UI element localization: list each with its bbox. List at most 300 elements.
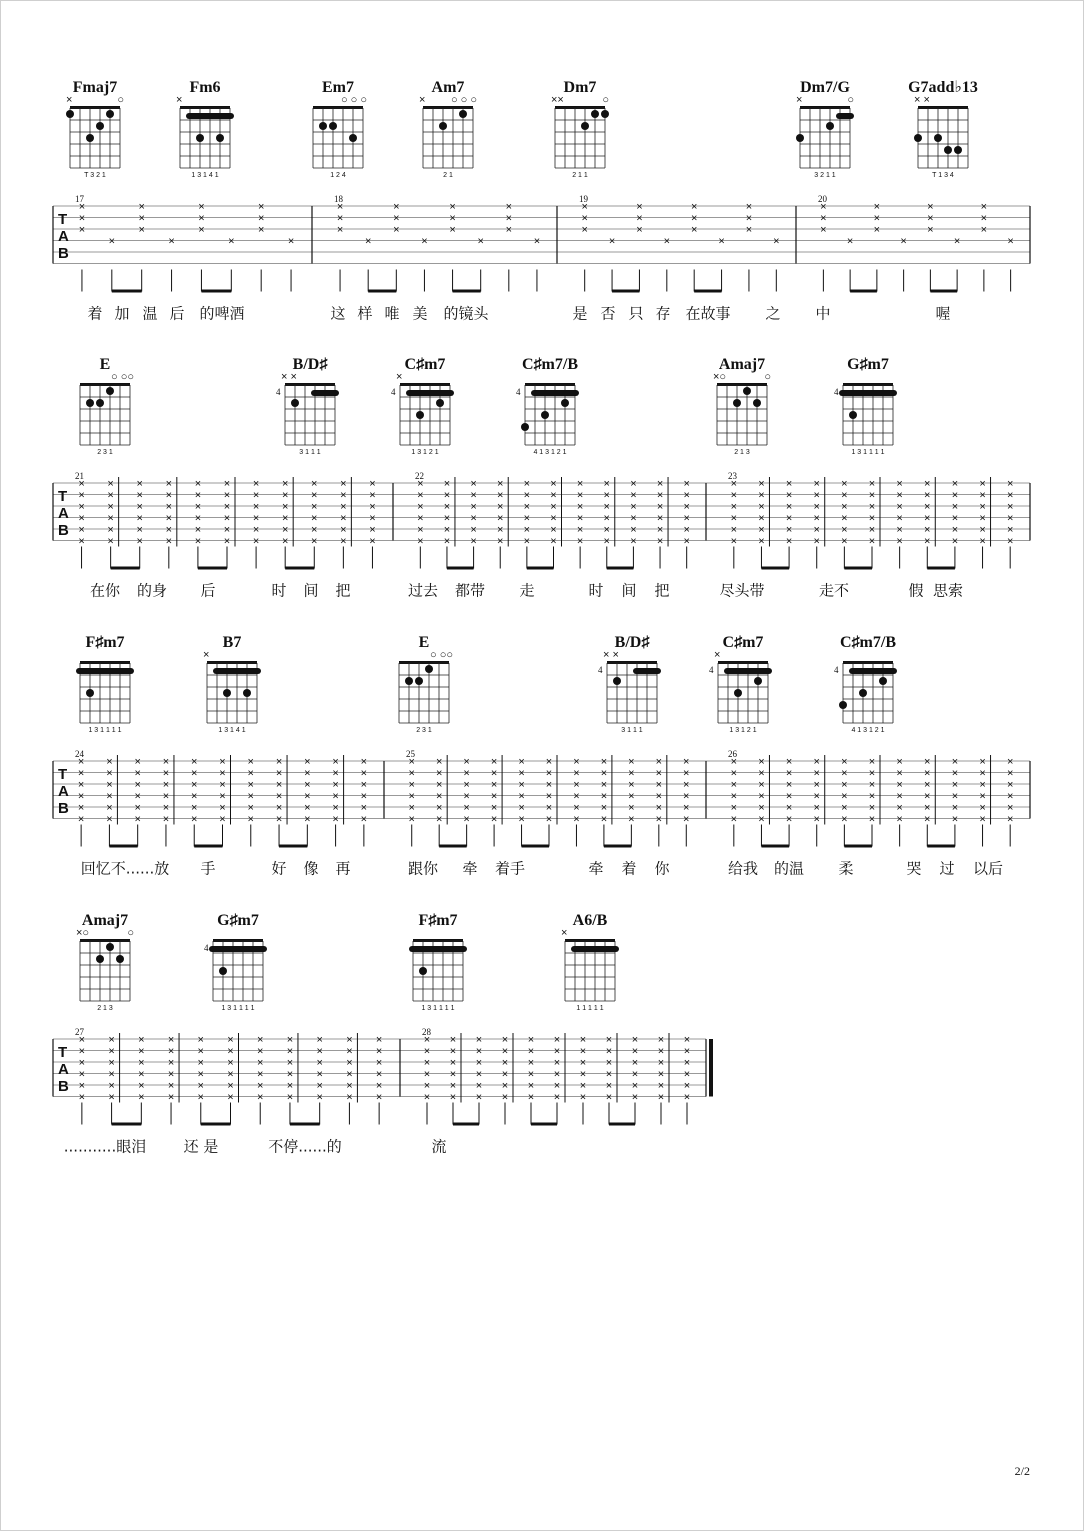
dead-note: × xyxy=(369,512,376,525)
dead-note: × xyxy=(136,512,143,525)
dead-note: × xyxy=(340,478,347,490)
dead-note: × xyxy=(745,201,753,213)
dead-note: × xyxy=(581,212,588,225)
dead-note: × xyxy=(228,235,235,248)
dead-note: × xyxy=(281,501,289,513)
nut xyxy=(70,106,120,109)
finger-dot xyxy=(86,689,94,697)
dead-note: × xyxy=(820,212,827,225)
dead-note: × xyxy=(77,813,85,826)
dead-note: × xyxy=(470,478,477,490)
dead-note: × xyxy=(346,1045,353,1058)
dead-note: × xyxy=(227,1091,234,1104)
dead-note: × xyxy=(435,767,443,780)
dead-note: × xyxy=(980,212,988,225)
dead-note: × xyxy=(108,1068,115,1081)
dead-note: × xyxy=(443,524,451,536)
dead-note: × xyxy=(951,790,959,803)
measure-number: 25 xyxy=(406,749,415,759)
dead-note: × xyxy=(683,501,690,513)
dead-note: × xyxy=(550,535,557,548)
finger-dot xyxy=(459,110,467,118)
dead-note: × xyxy=(501,1091,509,1104)
dead-note: × xyxy=(730,790,738,803)
tab-clef: T xyxy=(58,1044,68,1061)
dead-note: × xyxy=(605,1091,613,1104)
fret-position: 4 xyxy=(709,665,714,675)
lyric: 在你 xyxy=(89,581,121,600)
lyric: 牵 xyxy=(462,859,478,878)
dead-note: × xyxy=(257,1034,264,1046)
measure-number: 26 xyxy=(728,749,737,759)
beam xyxy=(761,567,789,570)
lyric: 中 xyxy=(815,304,831,323)
beam xyxy=(694,290,721,293)
finger-dot xyxy=(425,665,433,673)
dead-note: × xyxy=(475,1080,483,1092)
chord-name: Em7 xyxy=(322,79,354,96)
dead-note: × xyxy=(223,512,231,525)
dead-note: × xyxy=(162,767,170,780)
dead-note: × xyxy=(730,501,738,513)
dead-note: × xyxy=(168,235,175,248)
beam xyxy=(109,845,137,848)
dead-note: × xyxy=(896,767,903,780)
dead-note: × xyxy=(758,813,765,826)
dead-note: × xyxy=(475,1068,483,1081)
dead-note: × xyxy=(527,1034,535,1046)
dead-note: × xyxy=(417,524,424,536)
dead-note: × xyxy=(281,489,289,502)
dead-note: × xyxy=(197,1091,204,1104)
dead-note: × xyxy=(490,802,498,814)
dead-note: × xyxy=(223,524,231,536)
dead-note: × xyxy=(281,478,289,490)
dead-note: × xyxy=(841,790,848,803)
nut xyxy=(400,383,450,386)
dead-note: × xyxy=(630,478,637,490)
dead-note: × xyxy=(197,1068,204,1081)
dead-note: × xyxy=(924,790,931,803)
dead-note: × xyxy=(138,201,145,213)
nut xyxy=(718,661,768,664)
dead-note: × xyxy=(979,790,986,803)
dead-note: × xyxy=(78,489,85,502)
dead-note: × xyxy=(191,813,198,826)
dead-note: × xyxy=(545,779,553,791)
nut xyxy=(80,939,130,942)
dead-note: × xyxy=(683,1080,691,1092)
chord-name: E xyxy=(99,356,111,373)
lyric: 把 xyxy=(335,581,351,600)
dead-note: × xyxy=(490,756,498,768)
dead-note: × xyxy=(758,767,765,780)
barre xyxy=(209,946,267,952)
dead-note: × xyxy=(896,524,903,536)
dead-note: × xyxy=(136,478,143,490)
finger-numbers: 2 1 3 xyxy=(97,1005,113,1012)
dead-note: × xyxy=(219,767,226,780)
dead-note: × xyxy=(275,779,283,791)
dead-note: × xyxy=(423,1068,431,1081)
dead-note: × xyxy=(77,756,85,768)
dead-note: × xyxy=(553,1057,561,1069)
dead-note: × xyxy=(138,1068,145,1081)
dead-note: × xyxy=(785,512,793,525)
dead-note: × xyxy=(78,212,86,225)
lyric: 存 xyxy=(655,304,671,323)
dead-note: × xyxy=(470,535,477,548)
dead-note: × xyxy=(134,813,141,826)
dead-note: × xyxy=(758,802,765,814)
dead-note: × xyxy=(630,535,637,548)
measure-number: 22 xyxy=(415,471,424,481)
dead-note: × xyxy=(924,779,931,791)
dead-note: × xyxy=(360,802,368,814)
dead-note: × xyxy=(813,524,820,536)
dead-note: × xyxy=(219,756,226,768)
dead-note: × xyxy=(311,489,318,502)
dead-note: × xyxy=(605,1080,613,1092)
lyric: 以后 xyxy=(972,859,1004,878)
dead-note: × xyxy=(138,212,145,225)
dead-note: × xyxy=(1006,802,1014,814)
dead-note: × xyxy=(553,1045,561,1058)
dead-note: × xyxy=(421,235,428,248)
dead-note: × xyxy=(223,535,231,548)
finger-numbers: T 3 2 1 xyxy=(84,172,106,179)
open-strings: ○ xyxy=(602,94,609,106)
dead-note: × xyxy=(785,535,793,548)
dead-note: × xyxy=(393,224,400,236)
dead-note: × xyxy=(497,489,504,502)
dead-note: × xyxy=(979,512,986,525)
dead-note: × xyxy=(449,212,456,225)
dead-note: × xyxy=(340,524,347,536)
dead-note: × xyxy=(979,501,986,513)
lyric: 喔 xyxy=(935,304,951,323)
dead-note: × xyxy=(758,501,765,513)
lyric: 流 xyxy=(431,1137,447,1156)
dead-note: × xyxy=(550,501,557,513)
dead-note: × xyxy=(896,802,903,814)
finger-dot xyxy=(291,399,299,407)
dead-note: × xyxy=(1006,767,1014,780)
finger-numbers: 4 1 3 1 2 1 xyxy=(851,727,885,734)
chord-name: Amaj7 xyxy=(81,912,129,929)
dead-note: × xyxy=(107,512,114,525)
dead-note: × xyxy=(470,512,477,525)
dead-note: × xyxy=(758,756,765,768)
dead-note: × xyxy=(1006,790,1014,803)
dead-note: × xyxy=(979,779,986,791)
dead-note: × xyxy=(550,524,557,536)
page-number: 2/2 xyxy=(1014,1464,1030,1478)
dead-note: × xyxy=(527,1045,535,1058)
dead-note: × xyxy=(868,489,876,502)
finger-numbers: 2 1 1 xyxy=(572,172,588,179)
dead-note: × xyxy=(841,501,848,513)
dead-note: × xyxy=(550,478,557,490)
dead-note: × xyxy=(490,790,498,803)
dead-note: × xyxy=(841,524,848,536)
dead-note: × xyxy=(106,790,113,803)
tab-clef: T xyxy=(58,766,68,783)
dead-note: × xyxy=(369,524,376,536)
dead-note: × xyxy=(980,201,988,213)
beam xyxy=(112,290,142,293)
dead-note: × xyxy=(417,512,424,525)
dead-note: × xyxy=(219,813,226,826)
dead-note: × xyxy=(423,1080,431,1092)
dead-note: × xyxy=(417,489,424,502)
finger-dot xyxy=(319,122,327,130)
dead-note: × xyxy=(951,802,959,814)
dead-note: × xyxy=(194,535,202,548)
dead-note: × xyxy=(579,1045,587,1058)
dead-note: × xyxy=(730,779,738,791)
dead-note: × xyxy=(896,501,903,513)
lyric: 时 xyxy=(588,581,604,600)
dead-note: × xyxy=(501,1068,509,1081)
dead-note: × xyxy=(785,524,793,536)
dead-note: × xyxy=(286,1068,294,1081)
dead-note: × xyxy=(287,235,295,248)
dead-note: × xyxy=(813,489,820,502)
dead-note: × xyxy=(730,524,738,536)
dead-note: × xyxy=(1006,512,1014,525)
dead-note: × xyxy=(579,1068,587,1081)
lyric: 否 xyxy=(600,304,616,323)
dead-note: × xyxy=(628,767,635,780)
dead-note: × xyxy=(533,235,541,248)
dead-note: × xyxy=(134,790,141,803)
dead-note: × xyxy=(78,1045,86,1058)
dead-note: × xyxy=(579,1057,587,1069)
dead-note: × xyxy=(223,501,231,513)
dead-note: × xyxy=(167,1068,175,1081)
dead-note: × xyxy=(165,489,173,502)
lyric: 加 xyxy=(114,304,130,323)
lyric: 这 xyxy=(330,304,346,323)
lyric: 是 xyxy=(572,304,588,323)
measure-number: 28 xyxy=(422,1027,431,1037)
dead-note: × xyxy=(924,535,931,548)
dead-note: × xyxy=(316,1080,323,1092)
dead-note: × xyxy=(603,478,610,490)
open-strings: ○ xyxy=(847,94,854,106)
dead-note: × xyxy=(896,478,903,490)
dead-note: × xyxy=(316,1034,323,1046)
chord-name: C♯m7/B xyxy=(840,634,896,651)
dead-note: × xyxy=(138,1080,145,1092)
dead-note: × xyxy=(841,802,848,814)
dead-note: × xyxy=(868,802,876,814)
dead-note: × xyxy=(924,813,931,826)
lyric: 间 xyxy=(303,581,319,600)
dead-note: × xyxy=(1006,813,1014,826)
dead-note: × xyxy=(408,756,415,768)
lyric: 的镜头 xyxy=(443,304,489,323)
lyric: 的啤酒 xyxy=(199,304,245,323)
dead-note: × xyxy=(603,512,610,525)
dead-note: × xyxy=(443,512,451,525)
nut xyxy=(555,106,605,109)
dead-note: × xyxy=(346,1091,353,1104)
dead-note: × xyxy=(657,1068,665,1081)
dead-note: × xyxy=(628,813,635,826)
dead-note: × xyxy=(600,767,608,780)
dead-note: × xyxy=(417,501,424,513)
lyric: 手 xyxy=(200,859,216,878)
dead-note: × xyxy=(924,512,931,525)
dead-note: × xyxy=(162,756,170,768)
lyric: 给我 xyxy=(727,859,759,878)
dead-note: × xyxy=(252,524,260,536)
muted-strings: × × xyxy=(281,371,297,383)
lyric: 跟你 xyxy=(407,859,439,878)
dead-note: × xyxy=(106,802,113,814)
lyric: 柔 xyxy=(838,859,854,878)
chord-name: Dm7 xyxy=(563,79,597,96)
dead-note: × xyxy=(497,478,504,490)
dead-note: × xyxy=(78,201,86,213)
dead-note: × xyxy=(247,813,254,826)
nut xyxy=(843,383,893,386)
dead-note: × xyxy=(656,535,664,548)
dead-note: × xyxy=(423,1034,431,1046)
finger-numbers: 3 1 1 1 xyxy=(621,727,643,734)
beam xyxy=(439,845,466,848)
dead-note: × xyxy=(576,524,584,536)
dead-note: × xyxy=(223,489,231,502)
dead-note: × xyxy=(683,535,690,548)
muted-strings: × xyxy=(203,649,210,661)
finger-dot xyxy=(96,399,104,407)
dead-note: × xyxy=(953,235,961,248)
finger-dot xyxy=(243,689,251,697)
beam xyxy=(453,290,481,293)
chord-name: F♯m7 xyxy=(85,634,125,651)
tab-clef: A xyxy=(58,505,69,522)
dead-note: × xyxy=(820,224,827,236)
dead-note: × xyxy=(304,802,311,814)
finger-dot xyxy=(86,399,94,407)
dead-note: × xyxy=(951,756,959,768)
dead-note: × xyxy=(252,489,260,502)
dead-note: × xyxy=(78,1068,86,1081)
dead-note: × xyxy=(868,767,876,780)
finger-dot xyxy=(581,122,589,130)
dead-note: × xyxy=(443,501,451,513)
dead-note: × xyxy=(523,478,531,490)
dead-note: × xyxy=(785,779,793,791)
finger-numbers: 1 2 4 xyxy=(330,172,346,179)
chord-name: Fm6 xyxy=(189,79,221,96)
fret-position: 4 xyxy=(834,665,839,675)
dead-note: × xyxy=(900,235,907,248)
dead-note: × xyxy=(281,524,289,536)
dead-note: × xyxy=(286,1034,294,1046)
dead-note: × xyxy=(813,779,820,791)
dead-note: × xyxy=(252,501,260,513)
dead-note: × xyxy=(813,813,820,826)
dead-note: × xyxy=(1006,535,1014,548)
dead-note: × xyxy=(841,535,848,548)
dead-note: × xyxy=(553,1034,561,1046)
dead-note: × xyxy=(545,767,553,780)
dead-note: × xyxy=(107,501,114,513)
dead-note: × xyxy=(813,767,820,780)
dead-note: × xyxy=(219,790,226,803)
dead-note: × xyxy=(873,224,881,236)
dead-note: × xyxy=(603,524,610,536)
dead-note: × xyxy=(449,1091,457,1104)
measure-number: 18 xyxy=(334,194,343,204)
dead-note: × xyxy=(360,813,368,826)
dead-note: × xyxy=(281,512,289,525)
dead-note: × xyxy=(247,790,254,803)
dead-note: × xyxy=(630,512,637,525)
open-strings: ○ xyxy=(127,927,134,939)
dead-note: × xyxy=(868,478,876,490)
dead-note: × xyxy=(518,756,525,768)
dead-note: × xyxy=(106,767,113,780)
dead-note: × xyxy=(316,1068,323,1081)
lyric: 还 是 xyxy=(183,1137,219,1156)
dead-note: × xyxy=(527,1080,535,1092)
finger-dot xyxy=(934,134,942,142)
dead-note: × xyxy=(630,501,637,513)
dead-note: × xyxy=(77,802,85,814)
dead-note: × xyxy=(683,1091,691,1104)
muted-strings: × × xyxy=(914,94,930,106)
dead-note: × xyxy=(417,535,424,548)
finger-numbers: 1 3 1 1 1 1 xyxy=(421,1005,455,1012)
beam xyxy=(844,845,872,848)
dead-note: × xyxy=(631,1045,639,1058)
dead-note: × xyxy=(167,1091,175,1104)
dead-note: × xyxy=(475,1057,483,1069)
nut xyxy=(423,106,473,109)
dead-note: × xyxy=(657,1057,665,1069)
dead-note: × xyxy=(605,1068,613,1081)
dead-note: × xyxy=(841,779,848,791)
dead-note: × xyxy=(375,1057,383,1069)
dead-note: × xyxy=(896,512,903,525)
dead-note: × xyxy=(573,802,580,814)
dead-note: × xyxy=(340,489,347,502)
lyric: 好 xyxy=(271,859,287,878)
dead-note: × xyxy=(523,512,531,525)
dead-note: × xyxy=(600,756,608,768)
dead-note: × xyxy=(657,1034,665,1046)
dead-note: × xyxy=(304,779,311,791)
dead-note: × xyxy=(286,1045,294,1058)
lyric: 思索 xyxy=(932,581,964,600)
beam xyxy=(930,290,957,293)
finger-dot xyxy=(436,399,444,407)
dead-note: × xyxy=(108,1034,115,1046)
tab-clef: B xyxy=(58,245,69,262)
dead-note: × xyxy=(576,478,584,490)
muted-strings: × xyxy=(396,371,403,383)
dead-note: × xyxy=(497,524,504,536)
dead-note: × xyxy=(730,767,738,780)
dead-note: × xyxy=(408,790,415,803)
barre xyxy=(531,390,579,396)
dead-note: × xyxy=(951,813,959,826)
